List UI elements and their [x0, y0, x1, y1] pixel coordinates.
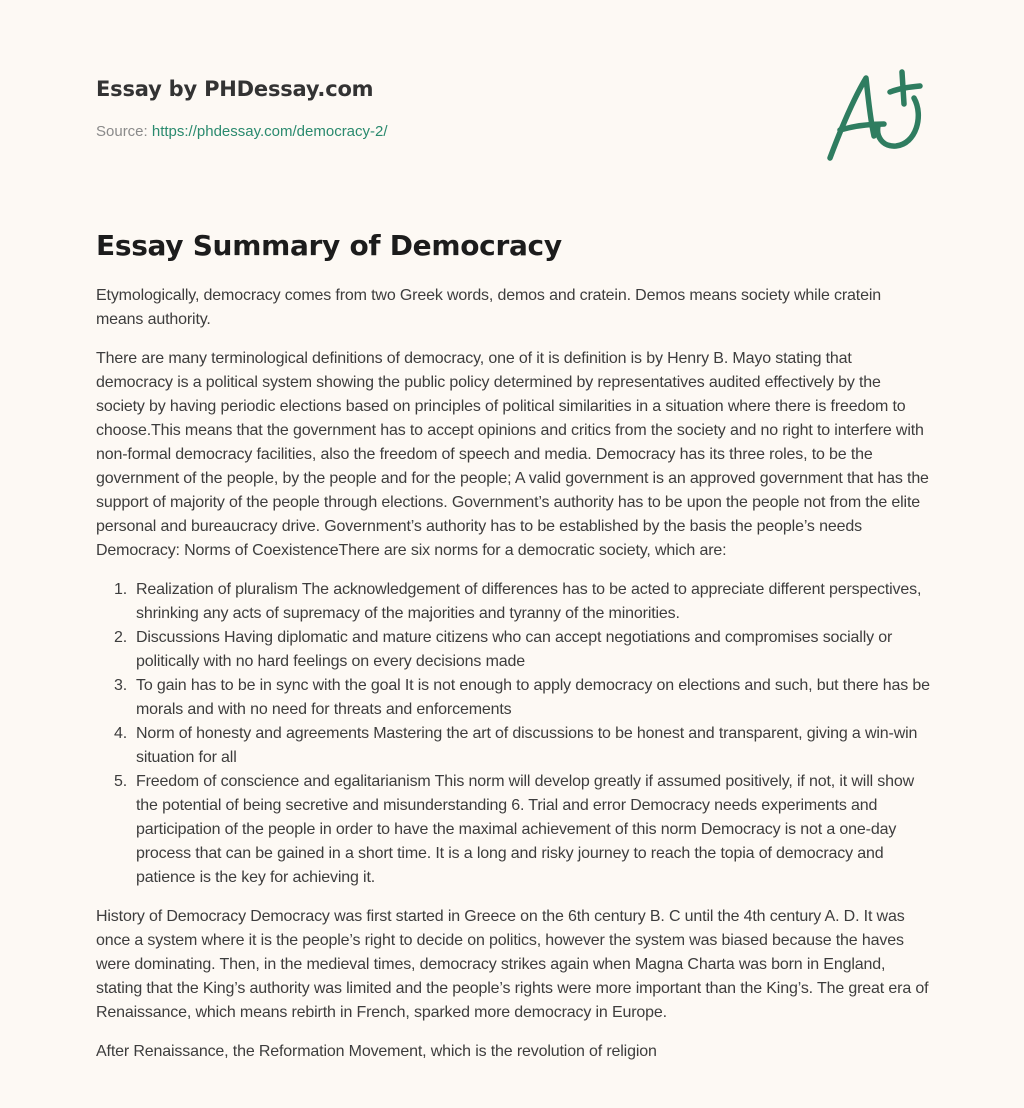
- page-title: Essay Summary of Democracy: [96, 229, 562, 262]
- paragraph-history: History of Democracy Democracy was first started in Greece on the 6th century B. C until the 4th century A. D. It was once a system where it is the people’s right to decide on politics, however the system was biased because the haves were dominating. Then, in the medieval times, democracy strikes again when Magna Charta was born in England, stating that the King’s authority was limited and the people’s rights were more important than the King’s. The great era of Renaissance, which means rebirth in French, sparked more democracy in Europe.: [96, 908, 929, 1021]
- list-item: [96, 722, 930, 770]
- list-item: [96, 626, 930, 674]
- list-text: Freedom of conscience and egalitarianism This norm will develop greatly if assumed positively, if not, it will show the potential of being secretive and misunderstanding 6. Trial and error Democracy needs experiments and participation of the people in order to have the maximal achievement of this norm Democracy is not a one-day process that can be gained in a short time. It is a long and risky journey to reach the topia of democracy and patience is the key for achieving it.: [136, 773, 915, 886]
- source-label: Source:: [96, 123, 148, 140]
- article: [96, 226, 930, 1079]
- list-number: 2.: [114, 629, 128, 646]
- list-text: Discussions Having diplomatic and mature citizens who can accept negotiations and compromises socially or politically with no hard feelings on every decisions made: [136, 629, 893, 670]
- list-item: [96, 578, 930, 626]
- list-item: [96, 770, 930, 890]
- site-title: Essay by PHDessay.com: [96, 77, 374, 101]
- norms-list: [96, 578, 930, 890]
- list-number: 5.: [114, 773, 128, 790]
- list-text: To gain has to be in sync with the goal It is not enough to apply democracy on elections and such, but there has be morals and with no need for threats and enforcements: [136, 677, 930, 718]
- list-number: 1.: [114, 581, 128, 598]
- page-header: [96, 74, 926, 174]
- paragraph-definitions: There are many terminological definitions of democracy, one of it is definition is by Henry B. Mayo stating that democracy is a political system showing the public policy determined by representatives audited effectively by the society by having periodic elections based on principles of political similarities in a situation where there is freedom to choose.This means that the government has to accept opinions and critics from the society and no right to interfere with non-formal democracy facilities, also the freedom of speech and media. Democracy has its three roles, to be the government of the people, by the people and for the people; A valid government is an approved government that has the support of majority of the people through elections. Government’s authority has to be upon the people not from the elite personal and bureaucracy drive. Government’s authority has to be established by the basis the people’s needs Democracy: Norms of CoexistenceThere are six norms for a democratic society, which are:: [96, 350, 929, 559]
- list-number: 4.: [114, 725, 128, 742]
- list-item: [96, 674, 930, 722]
- list-text: Realization of pluralism The acknowledgement of differences has to be acted to appreciate different perspectives, shrinking any acts of supremacy of the majorities and tyranny of the minorities.: [136, 581, 922, 622]
- paragraph-etymology: Etymologically, democracy comes from two Greek words, demos and cratein. Demos means society while cratein means authority.: [96, 287, 881, 328]
- a-plus-grade-icon: [820, 66, 930, 166]
- source-link[interactable]: https://phdessay.com/democracy-2/: [151, 123, 388, 140]
- source-line: [96, 122, 926, 142]
- list-number: 3.: [114, 677, 128, 694]
- paragraph-reformation: After Renaissance, the Reformation Movement, which is the revolution of religion: [96, 1043, 657, 1060]
- list-text: Norm of honesty and agreements Mastering the art of discussions to be honest and transparent, giving a win-win situation for all: [136, 725, 918, 766]
